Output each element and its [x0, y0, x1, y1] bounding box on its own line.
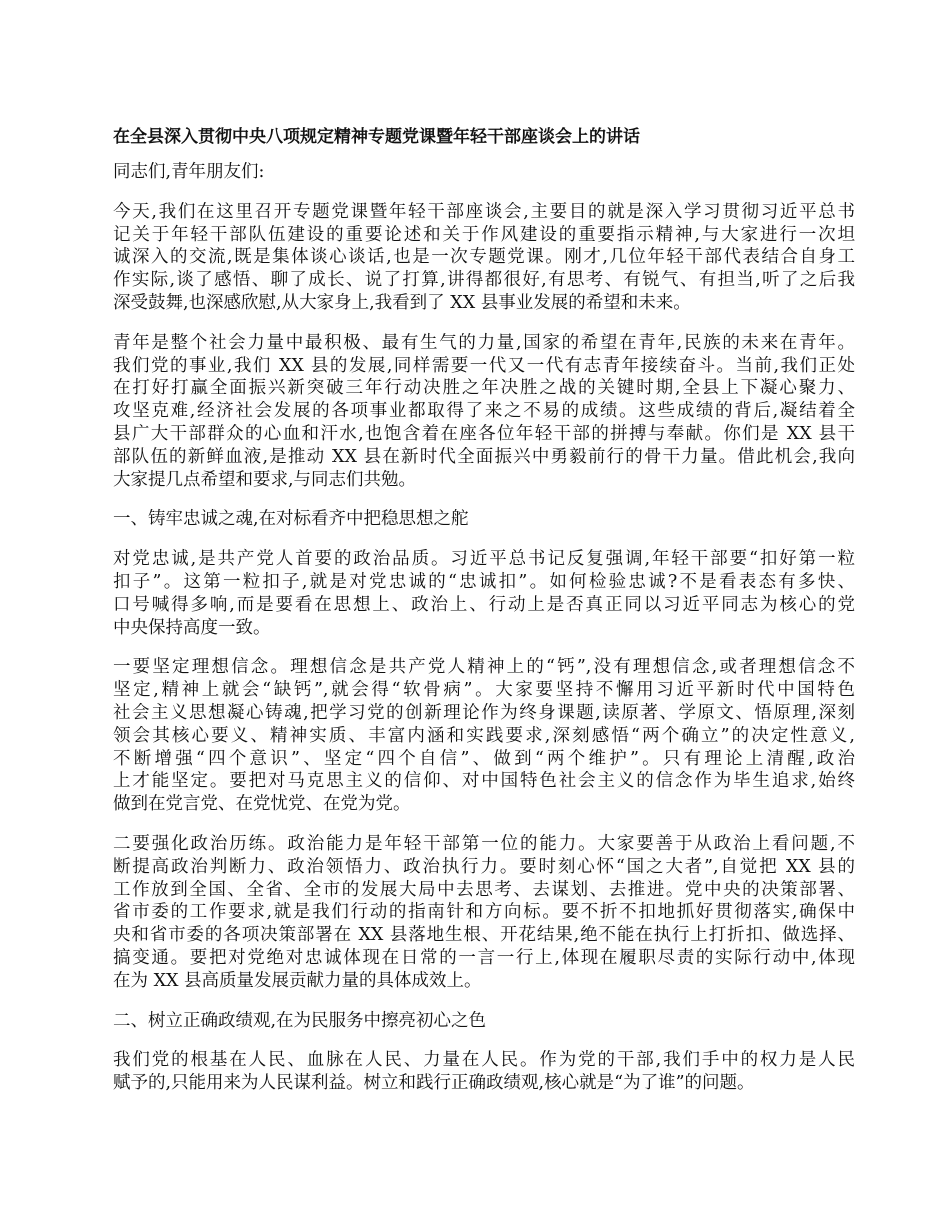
text-line: 同志们,青年朋友们: [113, 162, 265, 182]
text-line: 二要强化政治历练。政治能力是年轻干部第一位的能力。大家要善于从政治上看问题,不 [113, 833, 855, 854]
document-body [113, 161, 855, 1095]
text-line: 对党忠诚,是共产党人首要的政治品质。习近平总书记反复强调,年轻干部要“扣好第一粒 [113, 549, 855, 570]
paragraph [113, 656, 855, 816]
text-line: 社会主义思想凝心铸魂,把学习党的创新理论作为终身课题,读原著、学原文、悟原理,深刻 [113, 702, 855, 723]
text-line: 我们党的事业,我们 XX 县的发展,同样需要一代又一代有志青年接续奋斗。当前,我们正处 [113, 355, 855, 376]
text-line: 县广大干部群众的心血和汗水,也饱含着在座各位年轻干部的拼搏与奉献。你们是 XX 县干 [113, 423, 855, 444]
text-line: 领会其核心要义、精神实质、丰富内涵和实践要求,深刻感悟“两个确立”的决定性意义, [113, 725, 855, 746]
text-line: 不断增强“四个意识”、坚定“四个自信”、做到“两个维护”。只有理论上清醒,政治 [113, 748, 855, 769]
document-title: 在全县深入贯彻中央八项规定精神专题党课暨年轻干部座谈会上的讲话 [113, 127, 640, 147]
text-line: 赋予的,只能用来为人民谋利益。树立和践行正确政绩观,核心就是“为了谁”的问题。 [113, 1073, 755, 1094]
section-heading [113, 1010, 855, 1033]
text-line: 一要坚定理想信念。理想信念是共产党人精神上的“钙”,没有理想信念,或者理想信念不 [113, 657, 855, 678]
text-line: 诚深入的交流,既是集体谈心谈话,也是一次专题党课。刚才,几位年轻干部代表结合自身工 [113, 247, 855, 268]
text-line: 做到在党言党、在党忧党、在党为党。 [113, 794, 411, 815]
text-line: 坚定,精神上就会“缺钙”,就会得“软骨病”。大家要坚持不懈用习近平新时代中国特色 [113, 680, 855, 701]
text-line: 今天,我们在这里召开专题党课暨年轻干部座谈会,主要目的就是深入学习贯彻习近平总书 [113, 201, 855, 222]
text-line: 扣子”。这第一粒扣子,就是对党忠诚的“忠诚扣”。如何检验忠诚?不是看表态有多快、 [113, 571, 855, 592]
paragraph [113, 332, 855, 492]
paragraph [113, 548, 855, 639]
text-line: 中央保持高度一致。 [113, 617, 271, 638]
text-line: 断提高政治判断力、政治领悟力、政治执行力。要时刻心怀“国之大者”,自觉把 XX 县的 [113, 856, 855, 877]
text-line: 作实际,谈了感悟、聊了成长、说了打算,讲得都很好,有思考、有锐气、有担当,听了之后我 [113, 270, 855, 291]
text-line: 工作放到全国、全省、全市的发展大局中去思考、去谋划、去推进。党中央的决策部署、 [113, 879, 855, 900]
text-line: 攻坚克难,经济社会发展的各项事业都取得了来之不易的成绩。这些成绩的背后,凝结着全 [113, 401, 855, 422]
text-line: 搞变通。要把对党绝对忠诚体现在日常的一言一行上,体现在履职尽责的实际行动中,体现 [113, 947, 855, 968]
text-line: 我们党的根基在人民、血脉在人民、力量在人民。作为党的干部,我们手中的权力是人民 [113, 1050, 855, 1071]
text-line: 大家提几点希望和要求,与同志们共勉。 [113, 469, 417, 490]
text-line: 央和省市委的各项决策部署在 XX 县落地生根、开花结果,绝不能在执行上打折扣、做选择、 [113, 925, 855, 946]
text-line: 上才能坚定。要把对马克思主义的信仰、对中国特色社会主义的信念作为毕生追求,始终 [113, 771, 855, 792]
text-line: 青年是整个社会力量中最积极、最有生气的力量,国家的希望在青年,民族的未来在青年。 [113, 332, 855, 353]
text-line: 深受鼓舞,也深感欣慰,从大家身上,我看到了 XX 县事业发展的希望和未来。 [113, 292, 691, 313]
document-page [113, 126, 855, 1112]
text-line: 省市委的工作要求,就是我们行动的指南针和方向标。要不折不扣地抓好贯彻落实,确保中 [113, 902, 855, 923]
paragraph [113, 161, 855, 184]
section-heading [113, 508, 855, 531]
paragraph [113, 201, 855, 315]
paragraph [113, 1049, 855, 1095]
text-line: 二、树立正确政绩观,在为民服务中擦亮初心之色 [113, 1010, 487, 1031]
text-line: 在为 XX 县高质量发展贡献力量的具体成效上。 [113, 970, 482, 991]
text-line: 一、铸牢忠诚之魂,在对标看齐中把稳思想之舵 [113, 509, 469, 530]
text-line: 部队伍的新鲜血液,是推动 XX 县在新时代全面振兴中勇毅前行的骨干力量。借此机会,我向 [113, 446, 855, 467]
text-line: 在打好打赢全面振兴新突破三年行动决胜之年决胜之战的关键时期,全县上下凝心聚力、 [113, 378, 855, 399]
paragraph [113, 833, 855, 993]
text-line: 口号喊得多响,而是要看在思想上、政治上、行动上是否真正同以习近平同志为核心的党 [113, 594, 855, 615]
text-line: 记关于年轻干部队伍建设的重要论述和关于作风建设的重要指示精神,与大家进行一次坦 [113, 224, 855, 245]
